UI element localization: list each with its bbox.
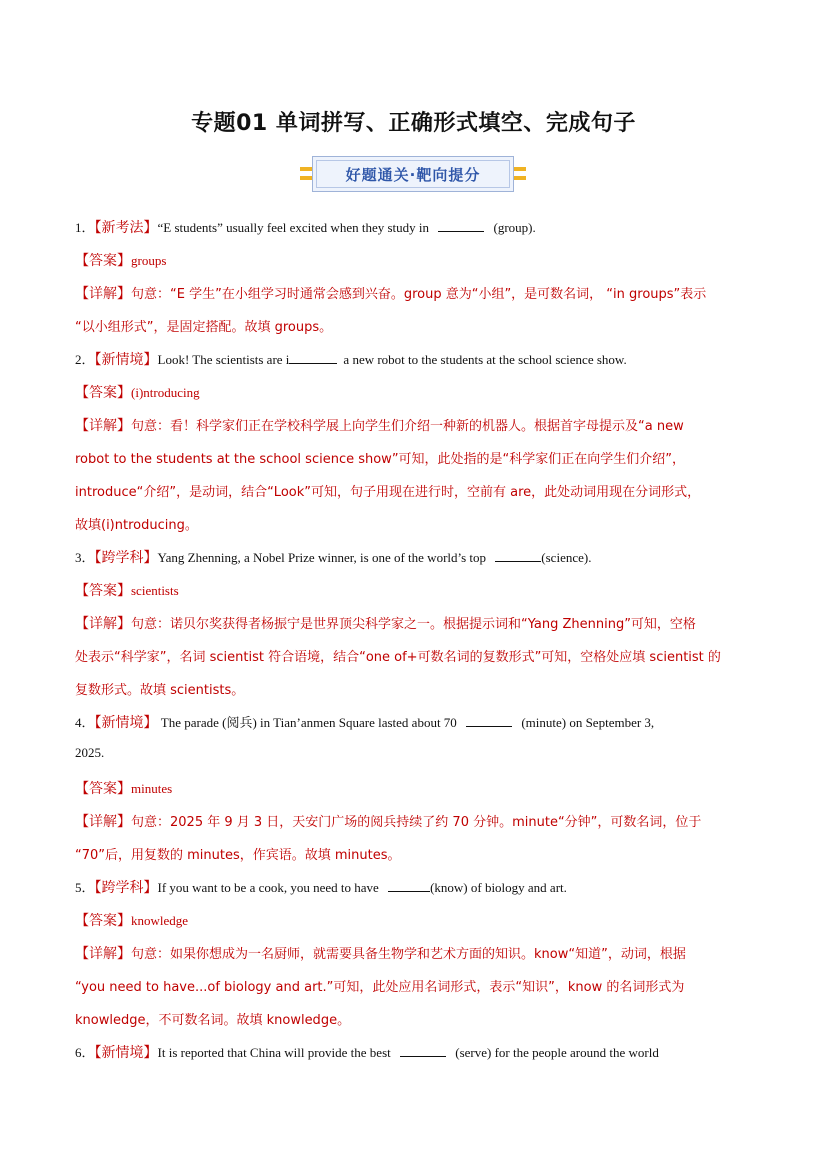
- detail-4-line-2: “70”后，用复数的 minutes，作宾语。故填 minutes。: [75, 848, 401, 863]
- answer-blank: [388, 879, 430, 892]
- detail-1-line-1: 【详解】句意：“E 学生”在小组学习时通常会感到兴奋。group 意为“小组”，是可数名词， “in groups”表示: [75, 286, 707, 302]
- question-4: 4．【新情境】 The parade (阅兵) in Tian’anmen Square lasted about 70 (minute) on September 3,: [75, 715, 655, 731]
- question-4-line-2: 2025.: [75, 745, 105, 760]
- detail-2-line-1: 【详解】句意：看！科学家们正在学校科学展上向学生们介绍一种新的机器人。根据首字母提示及“a new: [75, 418, 684, 434]
- detail-2-line-4: 故填(i)ntroducing。: [75, 518, 198, 533]
- page-title: 专题01 单词拼写、正确形式填空、完成句子: [191, 111, 636, 136]
- detail-2-line-3: introduce“介绍”，是动词，结合“Look”可知，句子用现在进行时，空前有 are，此处动词用现在分词形式，: [75, 485, 701, 500]
- answer-4: 【答案】minutes: [75, 781, 173, 797]
- detail-3-line-2: 处表示“科学家”，名词 scientist 符合语境，结合“one of+可数名词的复数形式”可知，空格处应填 scientist 的: [75, 650, 721, 665]
- answer-3: 【答案】scientists: [75, 583, 179, 599]
- answer-blank: [438, 219, 484, 232]
- detail-3-line-1: 【详解】句意：诺贝尔奖获得者杨振宁是世界顶尖科学家之一。根据提示词和“Yang Zhenning”可知，空格: [75, 616, 696, 632]
- detail-3-line-3: 复数形式。故填 scientists。: [75, 683, 245, 698]
- answer-blank: [466, 714, 512, 727]
- detail-1-line-2: “以小组形式”，是固定搭配。故填 groups。: [75, 320, 333, 335]
- section-banner: [300, 156, 526, 194]
- answer-blank: [289, 351, 337, 364]
- answer-1: 【答案】groups: [75, 253, 167, 269]
- answer-blank: [495, 549, 541, 562]
- detail-4-line-1: 【详解】句意：2025 年 9 月 3 日，天安门广场的阅兵持续了约 70 分钟。minute“分钟”，可数名词，位于: [75, 814, 702, 830]
- detail-5-line-2: “you need to have...of biology and art.”可知，此处应用名词形式，表示“知识”，know 的名词形式为: [75, 980, 685, 995]
- answer-5: 【答案】knowledge: [75, 913, 189, 929]
- detail-5-line-1: 【详解】句意：如果你想成为一名厨师，就需要具备生物学和艺术方面的知识。know“知道”，动词，根据: [75, 946, 686, 962]
- answer-2: 【答案】(i)ntroducing: [75, 385, 200, 401]
- detail-5-line-3: knowledge，不可数名词。故填 knowledge。: [75, 1013, 351, 1028]
- banner-label: 好题通关·靶向提分: [345, 165, 481, 184]
- question-2: 2．【新情境】Look! The scientists are i a new robot to the students at the school science show.: [75, 352, 627, 368]
- question-1: 1．【新考法】“E students” usually feel excited when they study in (group).: [75, 220, 536, 236]
- question-5: 5．【跨学科】If you want to be a cook, you need to have (know) of biology and art.: [75, 880, 567, 896]
- detail-2-line-2: robot to the students at the school science show”可知，此处指的是“科学家们正在向学生们介绍”，: [75, 452, 686, 467]
- question-6: 6．【新情境】It is reported that China will provide the best (serve) for the people around the world: [75, 1045, 659, 1061]
- answer-blank: [400, 1044, 446, 1057]
- question-3: 3．【跨学科】Yang Zhenning, a Nobel Prize winner, is one of the world’s top (science).: [75, 550, 592, 566]
